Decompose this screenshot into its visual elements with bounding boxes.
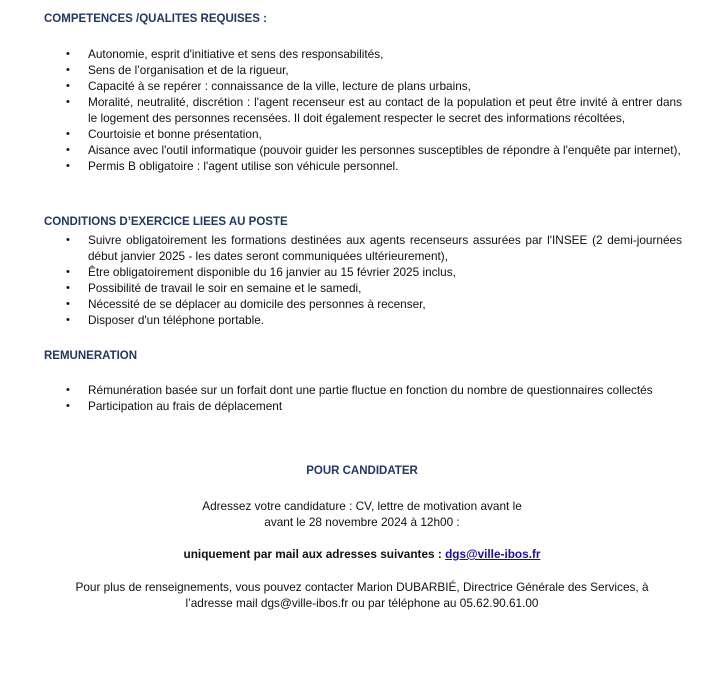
contact-line-2: l’adresse mail dgs@ville-ibos.fr ou par téléphone au 05.62.90.61.00 — [185, 596, 539, 610]
bullet-icon: • — [66, 266, 70, 278]
list-item: • Courtoisie et bonne présentation, — [66, 127, 262, 141]
competences-list — [0, 46, 724, 174]
apply-mail-line — [0, 546, 724, 562]
list-item: • Participation au frais de déplacement — [66, 399, 283, 413]
bullet-icon: • — [66, 64, 70, 76]
apply-line-2: avant le 28 novembre 2024 à 12h00 : — [264, 515, 460, 529]
bullet-icon: • — [66, 128, 70, 140]
bullet-icon: • — [66, 160, 70, 172]
list-item: • Possibilité de travail le soir en semaine et le samedi, — [66, 281, 362, 295]
bullet-icon: • — [66, 384, 70, 396]
list-item: • Autonomie, esprit d'initiative et sens des responsabilités, — [66, 47, 384, 61]
list-item: • Rémunération basée sur un forfait dont une partie fluctue en fonction du nombre de questionnaires collectés — [66, 383, 653, 397]
list-item: • Disposer d'un téléphone portable. — [66, 313, 265, 327]
apply-line-1: Adressez votre candidature : CV, lettre de motivation avant le — [202, 499, 522, 513]
conditions-heading: CONDITIONS D’EXERCICE LIEES AU POSTE — [44, 216, 288, 228]
remuneration-list — [0, 382, 724, 414]
list-item: • Permis B obligatoire : l'agent utilise son véhicule personnel. — [66, 159, 399, 173]
bullet-icon: • — [66, 314, 70, 326]
apply-mail-link[interactable]: dgs@ville-ibos.fr — [445, 547, 541, 561]
bullet-icon: • — [66, 48, 70, 60]
competences-heading: COMPETENCES /QUALITES REQUISES : — [44, 13, 267, 25]
bullet-icon: • — [66, 234, 70, 246]
bullet-icon: • — [66, 282, 70, 294]
apply-mail-prefix: uniquement par mail aux adresses suivantes : — [183, 547, 446, 561]
bullet-icon: • — [66, 96, 70, 108]
list-item: • Sens de l’organisation et de la rigueur, — [66, 63, 289, 77]
conditions-list — [0, 232, 724, 328]
bullet-icon: • — [66, 298, 70, 310]
list-item: • Être obligatoirement disponible du 16 janvier au 15 février 2025 inclus, — [66, 265, 456, 279]
bullet-icon: • — [66, 80, 70, 92]
remuneration-heading: REMUNERATION — [44, 350, 138, 362]
bullet-icon: • — [66, 144, 70, 156]
bullet-icon: • — [66, 400, 70, 412]
list-item: • Capacité à se repérer : connaissance de la ville, lecture de plans urbains, — [66, 79, 471, 93]
apply-heading: POUR CANDIDATER — [306, 465, 418, 477]
contact-line-1: Pour plus de renseignements, vous pouvez contacter Marion DUBARBIÉ, Directrice Générale des Services, à — [75, 580, 649, 594]
list-item: • Aisance avec l'outil informatique (pouvoir guider les personnes susceptibles de répondre à l'enquête par internet), — [66, 143, 681, 157]
list-item: • Suivre obligatoirement les formations destinées aux agents recenseurs assurées par l'INSEE (2 demi-journées début janvier 2025 - les dates seront communiquées ultérieurement), — [66, 233, 682, 263]
list-item: • Nécessité de se déplacer au domicile des personnes à recenser, — [66, 297, 426, 311]
list-item: • Moralité, neutralité, discrétion : l'agent recenseur est au contact de la population et peut être invité à entrer dans le logement des personnes recensées. Il doit également respecter le secret des informations récoltées, — [66, 95, 682, 125]
